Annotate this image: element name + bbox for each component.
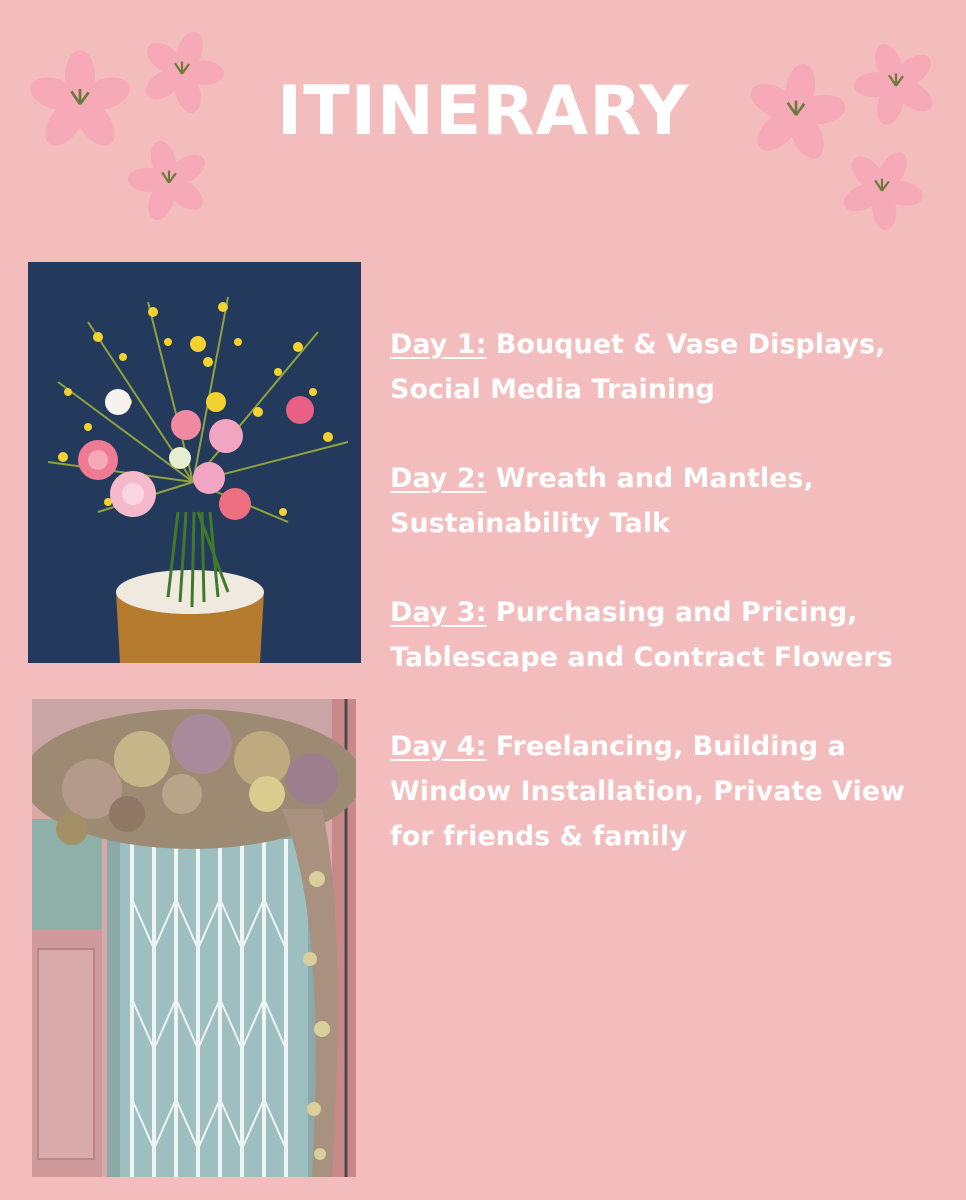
page-title: ITINERARY <box>276 72 690 151</box>
day-description: Freelancing, Building a Window Installation, Private View for friends & family <box>390 731 905 852</box>
day-label: Day 3: <box>390 597 487 628</box>
day-description: Bouquet & Vase Displays, Social Media Training <box>390 329 886 405</box>
day-label: Day 1: <box>390 329 487 360</box>
window-installation-photo <box>32 699 356 1177</box>
day-description: Wreath and Mantles, Sustainability Talk <box>390 463 814 539</box>
cherry-blossom-icon <box>26 40 134 164</box>
list-item <box>390 724 950 859</box>
day-label: Day 4: <box>390 731 487 762</box>
day-description: Purchasing and Pricing, Tablescape and Contract Flowers <box>390 597 893 673</box>
day-label: Day 2: <box>390 463 487 494</box>
cherry-blossom-icon <box>834 146 930 232</box>
cherry-blossom-icon <box>744 52 848 174</box>
list-item <box>390 322 950 412</box>
cherry-blossom-icon <box>120 138 218 224</box>
list-item <box>390 590 950 680</box>
bouquet-photo <box>28 262 361 663</box>
cherry-blossom-icon <box>138 24 226 120</box>
itinerary-list <box>390 322 950 903</box>
list-item <box>390 456 950 546</box>
cherry-blossom-icon <box>852 36 940 132</box>
